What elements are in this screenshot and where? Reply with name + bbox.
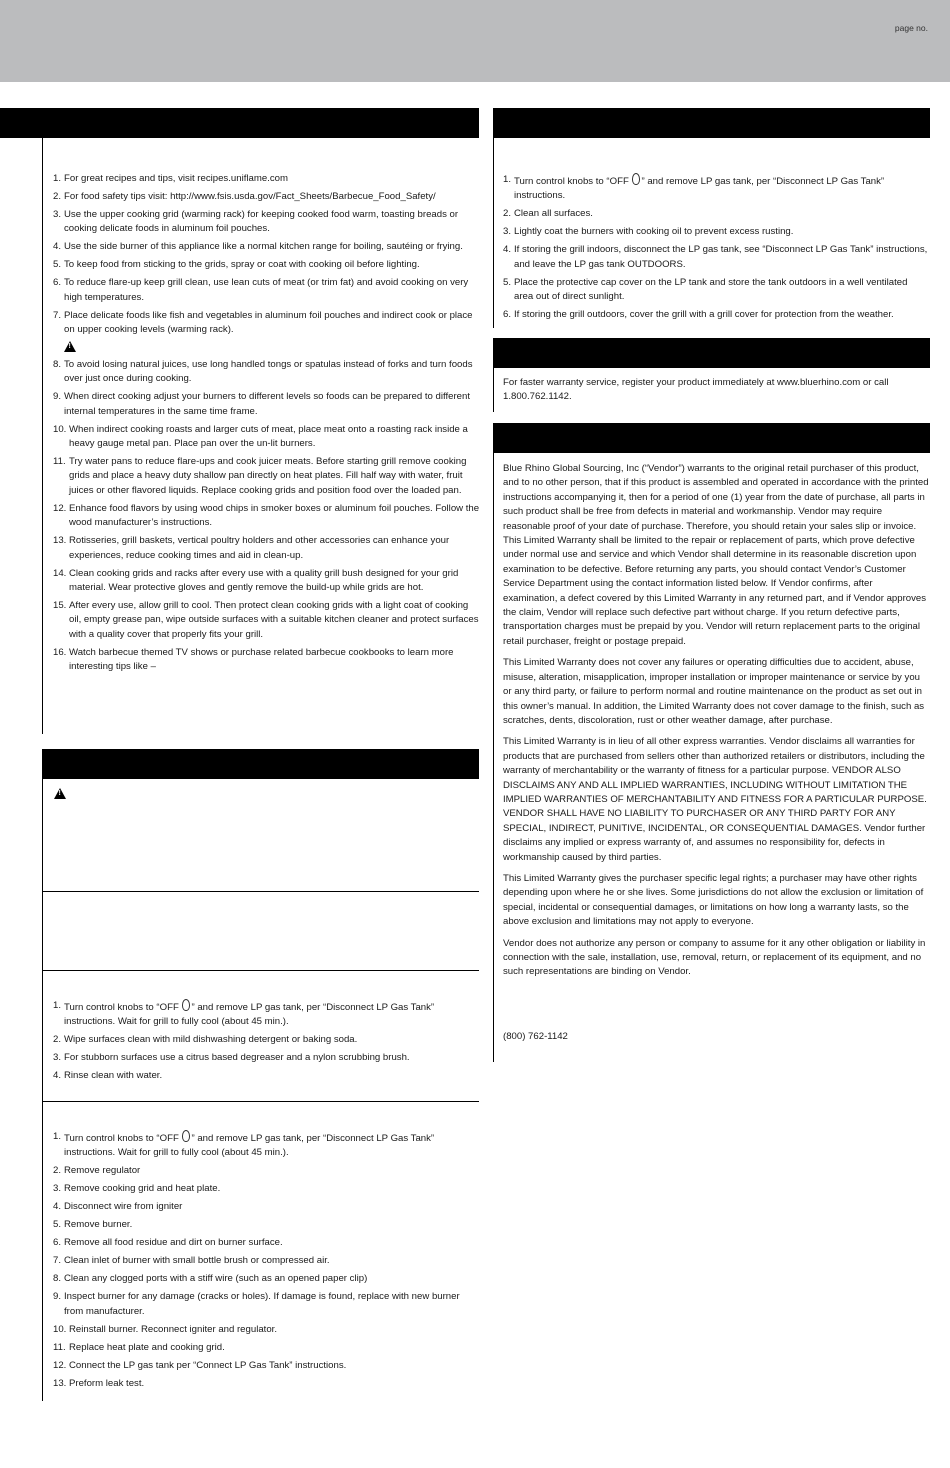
- list-item: [53, 190, 481, 204]
- list-item: [53, 1323, 481, 1337]
- list-item: [503, 225, 929, 239]
- flame-off-icon: [182, 1130, 190, 1142]
- list-item: [53, 1377, 481, 1391]
- list-item: [53, 1341, 481, 1355]
- item-number: 3.: [53, 1183, 62, 1195]
- item-text: Clean all surfaces.: [514, 208, 593, 220]
- warning-icon: [64, 341, 76, 352]
- list-item: [53, 534, 481, 563]
- item-number: 6.: [53, 1237, 62, 1249]
- item-text: For food safety tips visit: http://www.fsis.usda.gov/Fact_Sheets/Barbecue_Food_Safety/: [64, 191, 436, 202]
- list-item: [53, 1051, 481, 1065]
- warning-icon: [54, 788, 66, 799]
- list-item: [503, 207, 929, 221]
- item-text: When direct cooking adjust your burners to different levels so foods can be prepared to different internal temperatures in the same time frame.: [64, 391, 471, 417]
- list-item: [53, 276, 481, 305]
- item-text: Use the side burner of this appliance like a normal kitchen range for boiling, sautéing or frying.: [64, 241, 463, 253]
- item-text: Replace heat plate and cooking grid.: [69, 1341, 225, 1353]
- list-item: [53, 1254, 481, 1268]
- item-number: 7.: [53, 1255, 62, 1267]
- item-text: Clean any clogged ports with a stiff wire (such as an opened paper clip): [64, 1273, 368, 1285]
- item-number: 2.: [53, 191, 62, 202]
- warranty-section-bar: [493, 423, 930, 453]
- list-item: [53, 646, 481, 675]
- list-item: [53, 1033, 481, 1047]
- burner-cleaning-list: [53, 1130, 481, 1395]
- item-number: 5.: [53, 259, 62, 271]
- item-number: 11.: [53, 1341, 66, 1353]
- list-item: [53, 502, 481, 531]
- divider: [43, 970, 479, 971]
- list-item: [53, 1130, 481, 1161]
- item-text: Connect the LP gas tank per “Connect LP Gas Tank” instructions.: [69, 1359, 347, 1371]
- item-text: Use the upper cooking grid (warming rack) for keeping cooked food warm, toasting breads or cooking delicate foods in aluminum foil pouches.: [64, 209, 459, 235]
- item-number: 6.: [53, 277, 62, 289]
- item-text: When indirect cooking roasts and larger cuts of meat, place meat onto a roasting rack inside a heavy gauge metal pan. Place pan over the un-lit burners.: [69, 423, 468, 450]
- item-number: 14.: [53, 567, 67, 579]
- cleaning-section-bar: [43, 749, 479, 779]
- item-number: 1.: [503, 174, 512, 185]
- tips-rule: [42, 138, 43, 734]
- item-number: 3.: [53, 209, 62, 220]
- warranty-paragraph: Blue Rhino Global Sourcing, Inc (“Vendor”) warrants to the original retail purchaser of this product, and to no other person, that if this product is assembled and operated in accordance with the printed instructions accompanying it, then for a period of one (1) year from the date of purchase, all parts in such product shall be free from defects in material and workmanship. Vendor may require reasonable proof of your date of purchase. Therefore, you should retain your sales slip or invoice. This Limited Warranty shall be limited to the repair or replacement of parts, which prove defective under normal use and service and which Vendor shall determine in its reasonable discretion upon examination to be defective. Before returning any parts, you should contact Vendor’s Customer Service Department using the contact information listed below. If Vendor confirms, after examination, a defect covered by this Limited Warranty in any returned part, and if Vendor approves the claim, Vendor will replace such defective part without charge. If you return defective parts, transportation charges must be prepaid by you. Vendor will return replacement parts to the original retail purchaser, freight or postage prepaid.: [503, 463, 929, 647]
- tips-section-bar: [0, 108, 479, 138]
- item-text: Place the protective cap cover on the LP tank and store the tank outdoors in a well ventilated area out of direct sunlight.: [514, 276, 908, 303]
- list-item: [53, 1290, 481, 1319]
- item-number: 9.: [53, 391, 62, 403]
- item-number: 1.: [53, 173, 62, 184]
- list-item: [53, 1069, 481, 1083]
- item-text: To avoid losing natural juices, use long handled tongs or spatulas instead of forks and turn foods over just once during cooking.: [64, 358, 473, 385]
- list-item: [53, 172, 481, 186]
- item-number: 7.: [53, 309, 62, 321]
- list-item: [53, 1236, 481, 1250]
- item-number: 8.: [53, 1273, 62, 1285]
- warning-row: [53, 341, 481, 354]
- item-text: For great recipes and tips, visit recipes.uniflame.com: [64, 173, 288, 184]
- item-number: 4.: [53, 1070, 62, 1082]
- item-number: 2.: [53, 1034, 62, 1046]
- item-text: To reduce flare-up keep grill clean, use lean cuts of meat (or trim fat) and avoid cooking on very high temperatures.: [64, 277, 469, 303]
- item-text: After every use, allow grill to cool. Then protect clean cooking grids with a light coat of cooking oil, empty grease pan, wipe outside surfaces with a suitable kitchen cleaner and protect surfaces with a quality cover that properly fits your grill.: [69, 600, 479, 640]
- item-text: Rinse clean with water.: [64, 1070, 163, 1082]
- list-item: [53, 390, 481, 419]
- item-text: Remove cooking grid and heat plate.: [64, 1183, 221, 1195]
- item-number: 13.: [53, 535, 67, 547]
- item-text: Lightly coat the burners with cooking oil to prevent excess rusting.: [514, 226, 794, 238]
- item-text: Inspect burner for any damage (cracks or holes). If damage is found, replace with new burner from manufacturer.: [64, 1291, 460, 1317]
- list-item: [53, 240, 481, 254]
- top-banner: [0, 0, 950, 82]
- list-item: [503, 276, 929, 305]
- item-text: Try water pans to reduce flare-ups and cook juicer meats. Before starting grill remove cooking grids and place a heavy duty shallow pan directly on heat plates. Fill half way with water, fruit juices or other flavored liquids. Replace cooking grids and position food over the loaded pan.: [69, 456, 467, 496]
- item-text: Rotisseries, grill baskets, vertical poultry holders and other accessories can enhance your experiences, reduce cooking times and aid in clean-up.: [69, 535, 450, 561]
- storage-list: [503, 173, 929, 326]
- registration-section-bar: [493, 338, 930, 368]
- item-number: 13.: [53, 1377, 67, 1389]
- item-number: 12.: [53, 502, 67, 514]
- item-number: 11.: [53, 456, 66, 468]
- list-item: [53, 358, 481, 387]
- item-text: Remove burner.: [64, 1219, 133, 1231]
- list-item: [53, 1218, 481, 1232]
- item-text: ” and remove LP gas tank, per “Disconnect LP Gas Tank” instructions.: [514, 176, 885, 202]
- item-text: Wipe surfaces clean with mild dishwashing detergent or baking soda.: [64, 1034, 358, 1046]
- item-text: Place delicate foods like fish and vegetables in aluminum foil pouches and indirect cook or place on upper cooking levels (warming rack).: [64, 309, 473, 336]
- storage-section-bar: [493, 108, 930, 138]
- item-number: 5.: [503, 276, 512, 288]
- item-text: Disconnect wire from igniter: [64, 1201, 183, 1213]
- page-number: page no.: [894, 23, 928, 33]
- flame-off-icon: [182, 999, 190, 1011]
- item-text: If storing the grill outdoors, cover the grill with a grill cover for protection from the weather.: [514, 309, 894, 321]
- item-number: 5.: [53, 1219, 62, 1231]
- item-number: 6.: [503, 309, 512, 321]
- item-number: 2.: [53, 1165, 62, 1177]
- registration-rule: [493, 368, 494, 412]
- item-number: 8.: [53, 358, 62, 370]
- warranty-paragraph: This Limited Warranty does not cover any failures or operating difficulties due to accident, abuse, misuse, alteration, misapplication, improper installation or improper maintenance or service by you or any third party, or failure to perform normal and routine maintenance on the product as set out in this owner’s manual. In addition, the Limited Warranty does not cover damage to the finish, such as scratches, dents, discoloration, rust or other weather damage, after purchase.: [503, 657, 925, 726]
- item-number: 2.: [503, 208, 512, 220]
- item-number: 4.: [53, 1201, 62, 1213]
- item-number: 3.: [53, 1052, 62, 1064]
- storage-rule: [493, 138, 494, 328]
- list-item: [53, 455, 481, 498]
- item-number: 1.: [53, 1000, 62, 1011]
- warranty-paragraph: This Limited Warranty is in lieu of all other express warranties. Vendor disclaims all warranties for products that are purchased from sellers other than authorized retailers or distributors, including the warranty of merchantability or the warranty of fitness for a particular purpose. VENDOR ALSO DISCLAIMS ANY AND ALL IMPLIED WARRANTIES, INCLUDING WITHOUT LIMITATION THE IMPLIED WARRANTIES OF MERCHANTABILITY AND FITNESS FOR A PARTICULAR PURPOSE. VENDOR SHALL HAVE NO LIABILITY TO PURCHASER OR ANY THIRD PARTY FOR ANY SPECIAL, INDIRECT, PUNITIVE, INCIDENTAL, OR CONSEQUENTIAL DAMAGES. Vendor further disclaims any implied or express warranty of, and assumes no responsibility for, defects in workmanship caused by third parties.: [503, 736, 927, 863]
- item-text: To keep food from sticking to the grids, spray or coat with cooking oil before lighting.: [64, 259, 420, 271]
- item-text: Turn control knobs to “OFF: [64, 1002, 182, 1013]
- list-item: [503, 173, 929, 204]
- tips-list: [53, 172, 481, 678]
- list-item: [53, 1359, 481, 1373]
- surface-cleaning-list: [53, 999, 481, 1087]
- list-item: [503, 308, 929, 322]
- list-item: [53, 208, 481, 237]
- item-text: Turn control knobs to “OFF: [64, 1133, 182, 1144]
- list-item: [53, 1182, 481, 1196]
- list-item: [53, 1164, 481, 1178]
- list-item: [53, 1272, 481, 1286]
- list-item: [503, 243, 929, 272]
- item-text: Clean cooking grids and racks after every use with a quality grill bush designed for your grid material. Wear protective gloves and gently remove the build-up while grids are hot.: [69, 567, 459, 594]
- item-text: Reinstall burner. Reconnect igniter and regulator.: [69, 1323, 277, 1335]
- item-text: For stubborn surfaces use a citrus based degreaser and a nylon scrubbing brush.: [64, 1052, 410, 1064]
- list-item: [53, 999, 481, 1030]
- warranty-paragraph: This Limited Warranty gives the purchaser specific legal rights; a purchaser may have other rights depending upon where he or she lives. Some jurisdictions do not allow the exclusion or limitation of special, incidental or consequential damages, or limitations on how long a warranty lasts, so the above exclusion and limitations may not apply to everyone.: [503, 872, 924, 928]
- item-text: Enhance food flavors by using wood chips in smoker boxes or aluminum foil pouches. Follow the wood manufacturer’s instructions.: [69, 502, 480, 529]
- item-text: Turn control knobs to “OFF: [514, 176, 632, 187]
- item-text: Preform leak test.: [69, 1377, 145, 1389]
- item-number: 4.: [503, 244, 512, 256]
- item-number: 15.: [53, 600, 67, 612]
- warranty-rule: [493, 453, 494, 1062]
- item-text: Remove regulator: [64, 1165, 141, 1177]
- list-item: [53, 599, 481, 642]
- warranty-body: [503, 462, 929, 987]
- item-number: 10.: [53, 1323, 67, 1335]
- list-item: [53, 567, 481, 596]
- divider: [43, 1101, 479, 1102]
- item-text: ” and remove LP gas tank, per “Disconnect LP Gas Tank” instructions. Wait for grill to fully cool (about 45 min.).: [64, 1133, 435, 1159]
- registration-text: For faster warranty service, register your product immediately at www.bluerhino.com or call 1.800.762.1142.: [503, 377, 889, 403]
- item-number: 16.: [53, 646, 67, 658]
- list-item: [53, 423, 481, 452]
- item-text: ” and remove LP gas tank, per “Disconnect LP Gas Tank” instructions. Wait for grill to fully cool (about 45 min.).: [64, 1002, 435, 1028]
- item-number: 10.: [53, 423, 67, 435]
- flame-off-icon: [632, 173, 640, 185]
- divider: [43, 891, 479, 892]
- warranty-paragraph: Vendor does not authorize any person or company to assume for it any other obligation or liability in connection with the sale, installation, use, removal, return, or replacement of its equipment, and no such representations are binding on Vendor.: [503, 937, 926, 978]
- phone-number: (800) 762-1142: [503, 1031, 568, 1042]
- item-text: Watch barbecue themed TV shows or purchase related barbecue cookbooks to learn more interesting tips like –: [69, 646, 454, 673]
- item-number: 12.: [53, 1359, 67, 1371]
- item-number: 9.: [53, 1291, 62, 1303]
- cleaning-rule: [42, 749, 43, 1401]
- item-number: 3.: [503, 226, 512, 238]
- item-number: 1.: [53, 1131, 62, 1142]
- list-item: [53, 1200, 481, 1214]
- list-item: [53, 309, 481, 338]
- list-item: [53, 258, 481, 272]
- item-text: If storing the grill indoors, disconnect the LP gas tank, see “Disconnect LP Gas Tank” instructions, and leave the LP gas tank OUTDOORS.: [514, 244, 928, 270]
- item-number: 4.: [53, 241, 62, 253]
- item-text: Clean inlet of burner with small bottle brush or compressed air.: [64, 1255, 330, 1267]
- item-text: Remove all food residue and dirt on burner surface.: [64, 1237, 283, 1249]
